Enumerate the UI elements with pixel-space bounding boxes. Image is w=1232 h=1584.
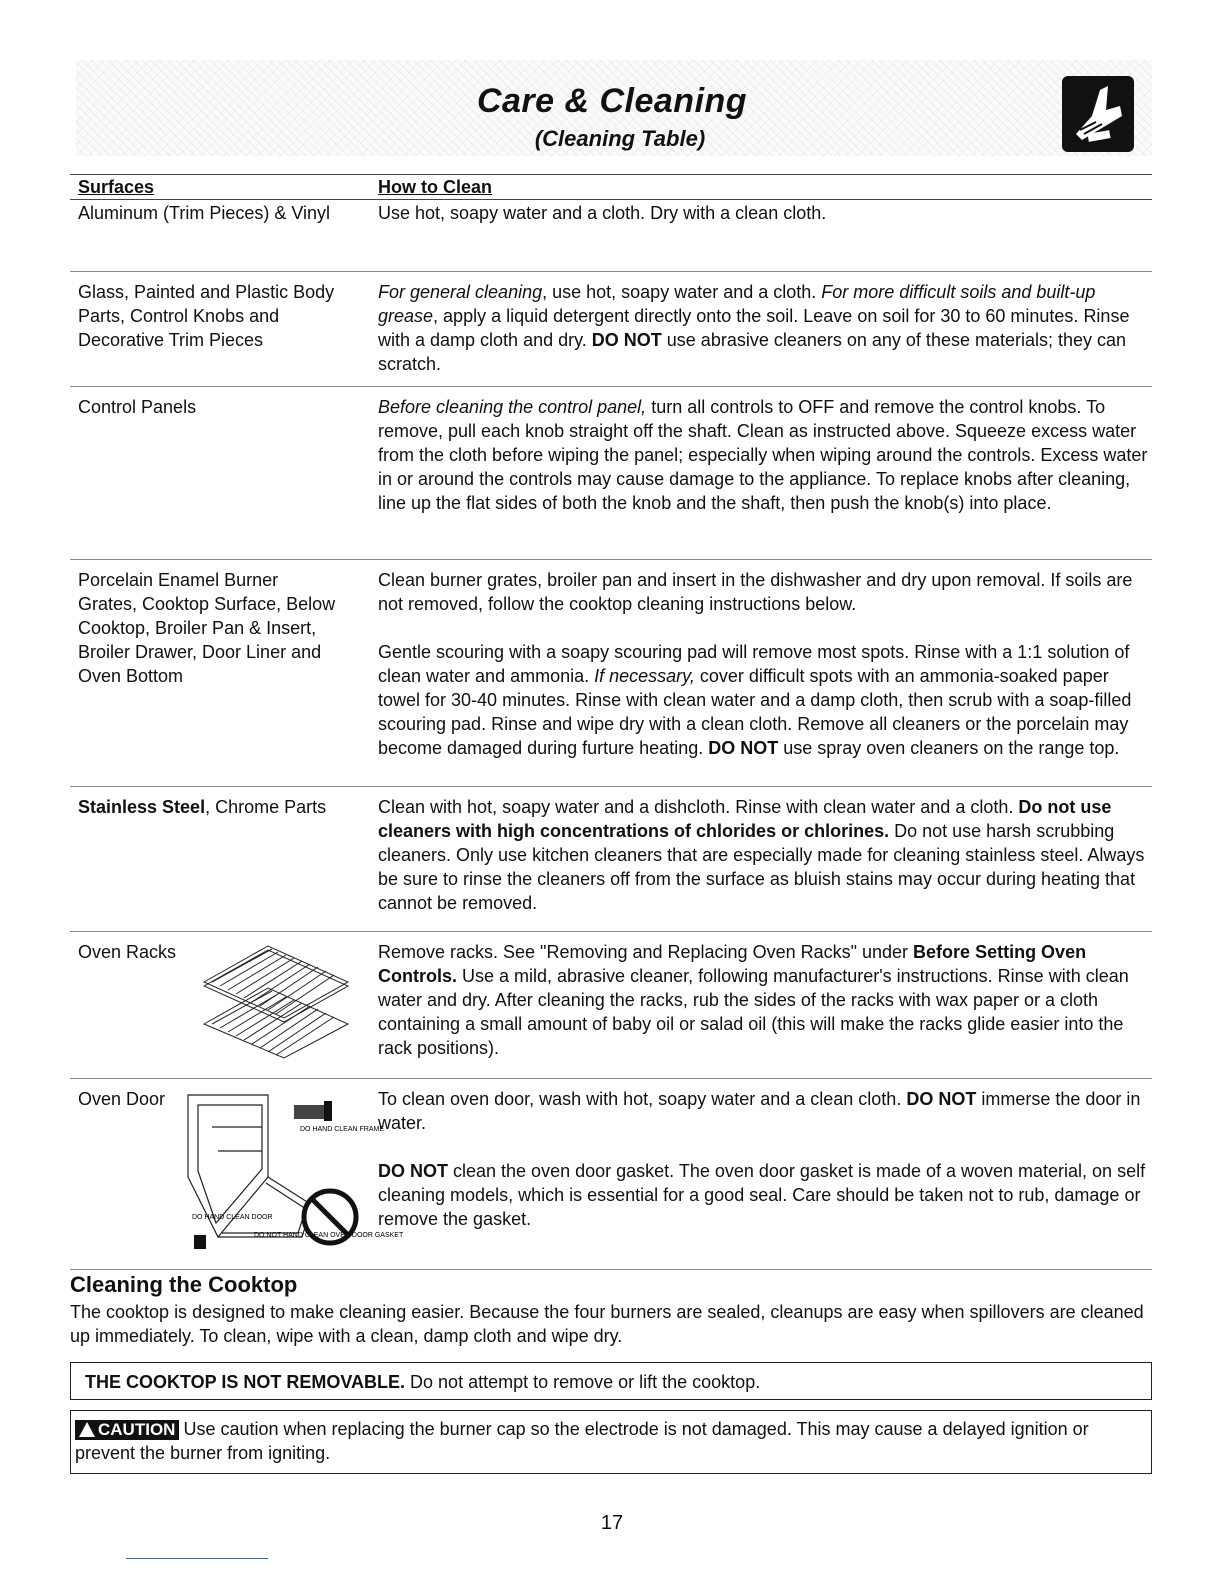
table-row — [70, 560, 1152, 787]
body-text: use abrasive cleaners on any of these materials; they can scratch. — [378, 330, 1127, 374]
footer-divider — [126, 1558, 268, 1559]
table-row — [70, 272, 1152, 387]
cooktop-section-title: Cleaning the Cooktop — [70, 1272, 298, 1297]
warning-text: DO NOT — [591, 330, 662, 350]
cooktop-section-body: The cooktop is designed to make cleaning easier. Because the four burners are sealed, cleanups are easy when spillovers are cleaned up immediately. To clean, wipe with a clean, damp cloth and wipe dry. — [70, 1302, 1144, 1346]
warning-text: Before Setting Oven Controls. — [378, 942, 1087, 986]
page-title: Care & Cleaning — [476, 82, 748, 120]
body-paragraph — [378, 1159, 1154, 1231]
table-row — [70, 932, 1152, 1079]
body-text: Clean burner grates, broiler pan and insert in the dishwasher and dry upon removal. If soils are not removed, follow the cooktop cleaning instructions below. — [378, 570, 1133, 614]
oven-door-illustration — [182, 1087, 404, 1265]
how-cell — [378, 795, 1154, 915]
how-cell — [378, 1087, 1154, 1231]
figure-label-door: DO HAND CLEAN DOOR — [192, 1214, 273, 1221]
body-text: cover difficult spots with an ammonia-soaked paper towel for 30-40 minutes. Rinse with clean water and a damp cloth, then scrub with a soap-filled scouring pad. Rinse and wipe dry with a clean cloth. Remove all cleaners or the porcelain may become damaged during furture heating. — [378, 666, 1132, 758]
body-text: Remove racks. See "Removing and Replacing Oven Racks" under — [378, 942, 914, 962]
emphasis-text: For general cleaning — [378, 282, 543, 302]
surface-cell: Control Panels — [78, 397, 197, 417]
body-text: To clean oven door, wash with hot, soapy water and a clean cloth. — [378, 1089, 907, 1109]
figure-label-gasket: DO NOT HAND CLEAN OVEN DOOR GASKET — [254, 1232, 404, 1239]
table-row — [70, 1079, 1152, 1270]
body-text: use spray oven cleaners on the range top. — [778, 738, 1120, 758]
table-row — [70, 787, 1152, 932]
body-paragraph — [378, 640, 1154, 760]
warning-text: DO NOT — [378, 1161, 448, 1181]
oven-racks-illustration — [198, 942, 356, 1060]
surface-cell: Oven Door — [78, 1089, 166, 1109]
emphasis-text: Before cleaning the control panel, — [378, 397, 647, 417]
surface-cell — [78, 795, 368, 819]
surface-cell: Aluminum (Trim Pieces) & Vinyl — [78, 203, 331, 223]
warning-text: DO NOT — [708, 738, 779, 758]
notice-box — [70, 1362, 1152, 1400]
caution-badge — [75, 1420, 179, 1440]
surface-name: , Chrome Parts — [205, 797, 327, 817]
cleaning-table — [70, 174, 1152, 1270]
body-text: Clean with hot, soapy water and a dishcloth. Rinse with clean water and a cloth. — [378, 797, 1019, 817]
table-row — [70, 387, 1152, 560]
caution-body-text: Use caution when replacing the burner cap so the electrode is not damaged. This may cause a delayed ignition or prevent the burner from igniting. — [75, 1419, 1089, 1463]
body-text: clean the oven door gasket. The oven door gasket is made of a woven material, on self cleaning models, which is essential for a good seal. Care should be taken not to rub, damage or remove the gasket. — [378, 1161, 1146, 1229]
hand-cleaning-icon — [1062, 76, 1134, 152]
page-number: 17 — [600, 1512, 624, 1534]
how-cell — [378, 568, 1154, 760]
notice-text — [85, 1372, 760, 1393]
notice-body-text: Do not attempt to remove or lift the cooktop. — [405, 1372, 761, 1392]
body-text: Do not use harsh scrubbing cleaners. Only use kitchen cleaners that are especially made for cleaning stainless steel. Always be sure to rinse the cleaners off from the surface as bluish stains may occur during heating that cannot be removed. — [378, 821, 1145, 913]
how-cell — [378, 395, 1154, 515]
caution-text — [75, 1417, 1147, 1465]
surface-cell: Glass, Painted and Plastic Body Parts, Control Knobs and Decorative Trim Pieces — [78, 282, 335, 350]
table-header — [70, 174, 1152, 200]
body-text: , apply a liquid detergent directly onto the soil. Leave on soil for 30 to 60 minutes. Rinse with a damp cloth and dry. — [378, 306, 1130, 350]
how-cell — [378, 280, 1154, 376]
surface-name-bold: Stainless Steel — [78, 797, 206, 817]
warning-text: Do not use cleaners with high concentrations of chlorides or chlorines. — [378, 797, 1112, 841]
how-cell — [378, 940, 1154, 1060]
table-row — [70, 200, 1152, 272]
notice-bold-text: THE COOKTOP IS NOT REMOVABLE. — [85, 1372, 406, 1392]
body-text: immerse the door in water. — [378, 1089, 1141, 1133]
caution-label: CAUTION — [98, 1420, 176, 1439]
figure-label-frame: DO HAND CLEAN FRAME — [300, 1126, 385, 1133]
surface-cell: Porcelain Enamel Burner Grates, Cooktop Surface, Below Cooktop, Broiler Pan & Insert, Broiler Drawer, Door Liner and Oven Bottom — [78, 570, 336, 686]
warning-triangle-icon — [79, 1422, 95, 1437]
warning-text: DO NOT — [906, 1089, 977, 1109]
column-header-how-to-clean: How to Clean — [378, 177, 493, 197]
how-cell: Use hot, soapy water and a cloth. Dry with a clean cloth. — [378, 203, 827, 223]
body-text: Use a mild, abrasive cleaner, following manufacturer's instructions. Rinse with clean water and dry. After cleaning the racks, rub the sides of the racks with wax paper or a cloth containing a small amount of baby oil or salad oil (this will make the racks glide easier into the rack positions). — [378, 966, 1129, 1058]
page-subtitle: (Cleaning Table) — [534, 126, 706, 151]
body-text: Gentle scouring with a soapy scouring pad will remove most spots. Rinse with a 1:1 solution of clean water and ammonia. — [378, 642, 1130, 686]
emphasis-text: If necessary, — [594, 666, 695, 686]
surface-cell: Oven Racks — [78, 942, 177, 962]
caution-box — [70, 1410, 1152, 1474]
emphasis-text: For more difficult soils and built-up grease — [378, 282, 1096, 326]
body-text: turn all controls to OFF and remove the control knobs. To remove, pull each knob straight off the shaft. Clean as instructed above. Squeeze excess water from the cloth before wiping the panel; especially when wiping around the controls. Excess water in or around the controls may cause damage to the appliance. To replace knobs after cleaning, line up the flat sides of both the knob and the shaft, then push the knob(s) into place. — [378, 397, 1148, 513]
column-header-surfaces: Surfaces — [78, 177, 155, 197]
body-text: , use hot, soapy water and a cloth. — [542, 282, 822, 302]
